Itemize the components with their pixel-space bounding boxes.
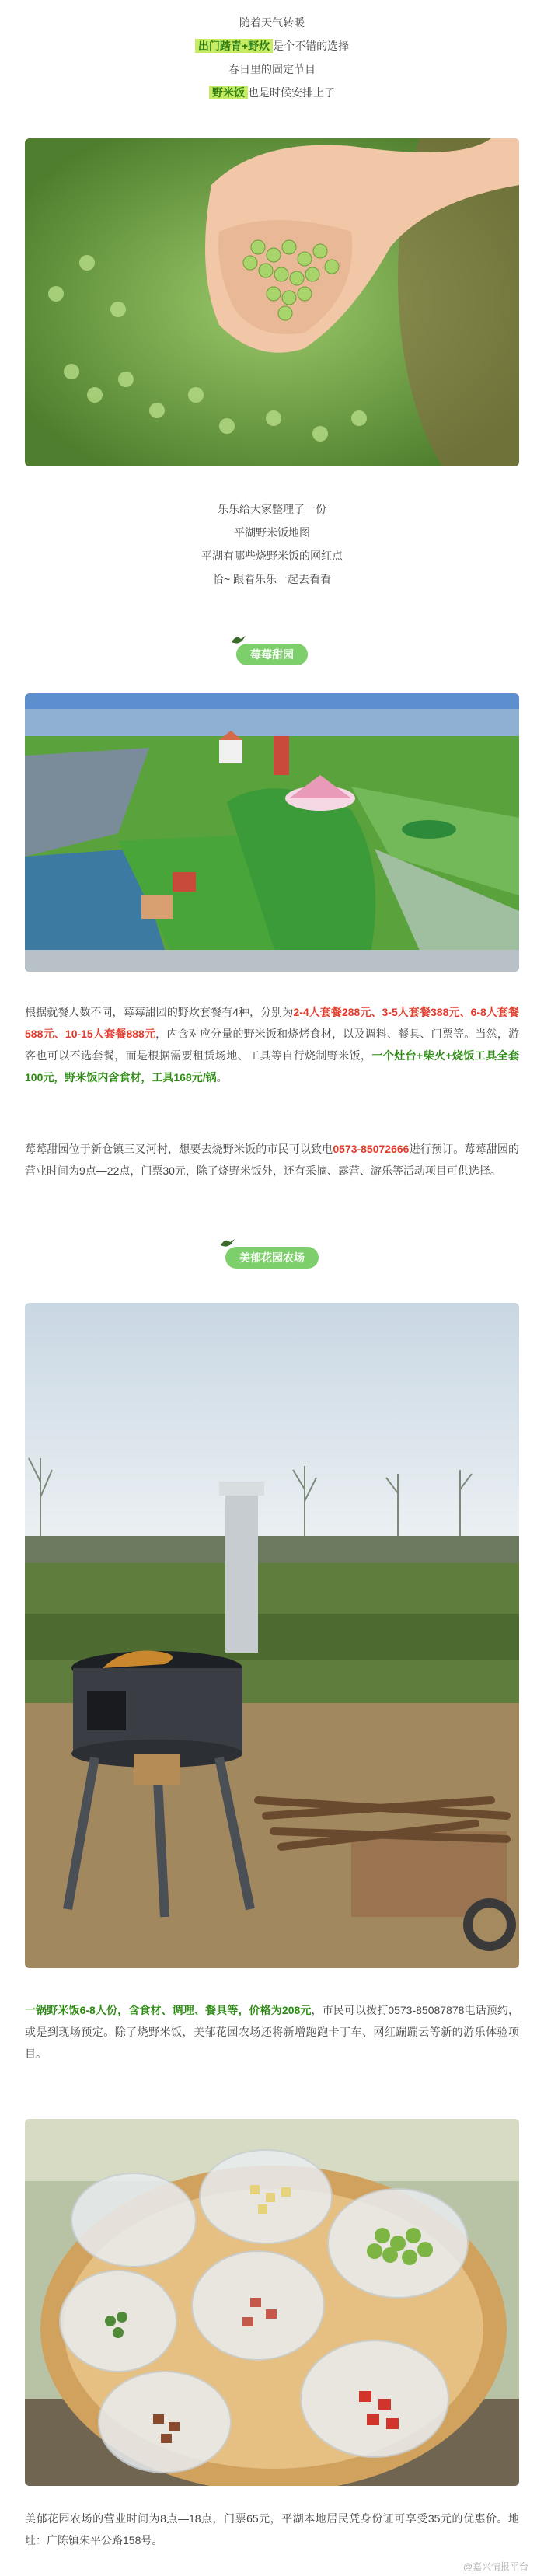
intro-highlight-rice: 野米饭 — [209, 86, 248, 99]
intro-block — [0, 11, 544, 104]
intro-line-2-rest: 是个不错的选择 — [273, 40, 350, 52]
meiyu-package-price: 一锅野米饭6-8人份，含食材、调理、餐具等，价格为208元 — [25, 2004, 312, 2016]
meimei-text-2: ，内含对应分量的野米饭和烧烤食材，以及调料、餐具、门票等。当然，游客也可以不选套餐，而是根据需要租赁场地、工具等自行烧制野米饭， — [25, 1028, 519, 1062]
section-tag-label: 莓莓甜园 — [250, 648, 294, 661]
meiyu-package-paragraph — [25, 1999, 519, 2065]
meimei-text-1: 根据就餐人数不同，莓莓甜园的野炊套餐有4种，分别为 — [25, 1006, 294, 1018]
meimei-info-paragraph — [25, 1138, 519, 1182]
meimei-text-3: 。 — [216, 1071, 228, 1084]
watermark: @嘉兴情报平台 — [462, 2561, 528, 2572]
meimei-package-prices: 2-4人套餐288元、3-5人套餐388元、6-8人套餐588元、10-15人套餐888元 — [25, 1006, 519, 1040]
meimei-garden-aerial-photo — [25, 693, 519, 972]
intro2-block — [0, 497, 544, 591]
meiyu-text-1: ，市民可以拨打 — [311, 2004, 389, 2016]
section-tag-meiyu — [225, 1247, 319, 1269]
meiyu-text-2: 电话预约，或是到现场预定。除了烧野米饭，美郁花园农场还将新增跑跑卡丁车、网红蹦蹦云等新的游乐体验项目。 — [25, 2004, 520, 2060]
intro-line-4 — [0, 81, 544, 104]
ingredients-basket-photo — [25, 2119, 519, 2486]
intro2-line-1: 乐乐给大家整理了一份 — [218, 503, 326, 515]
meiyu-info-text: 美郁花园农场的营业时间为8点—18点，门票65元，平湖本地居民凭身份证可享受35元的优惠价。地址：广陈镇朱平公路158号。 — [25, 2512, 519, 2546]
intro2-line-3: 平湖有哪些烧野米饭的网红点 — [201, 550, 343, 562]
section-tag-meimei — [236, 644, 308, 665]
meiyu-info-paragraph — [25, 2508, 519, 2551]
meimei-phone[interactable]: 0573-85072666 — [333, 1143, 410, 1155]
meiyu-phone[interactable]: 0573-85087878 — [388, 2004, 465, 2016]
intro2-line-4: 恰~ 跟着乐乐一起去看看 — [212, 573, 332, 585]
meimei-diy-price: 一个灶台+柴火+烧饭工具全套100元，野米饭内含食材，工具168元/锅 — [25, 1049, 520, 1084]
meiyu-stove-field-photo — [25, 1303, 519, 1968]
meimei-package-paragraph — [25, 1001, 519, 1088]
bird-icon — [230, 633, 247, 647]
intro2-line-2: 平湖野米饭地图 — [234, 526, 310, 539]
intro-line-4-rest: 也是时候安排上了 — [248, 86, 335, 99]
peas-in-hands-photo — [25, 138, 519, 466]
section-tag-label: 美郁花园农场 — [239, 1251, 305, 1264]
intro-line-2 — [0, 34, 544, 58]
bird-icon — [219, 1236, 236, 1250]
intro-highlight-outing: 出门踏青+野炊 — [195, 39, 273, 53]
meimei-info-text-1: 莓莓甜园位于新仓镇三叉河村，想要去烧野米饭的市民可以致电 — [25, 1143, 333, 1155]
intro-line-1: 随着天气转暖 — [239, 16, 305, 29]
intro-line-3: 春日里的固定节目 — [228, 63, 316, 75]
meimei-info-text-2: 进行预订。莓莓甜园的营业时间为9点—22点，门票30元，除了烧野米饭外，还有采摘、露营、游乐等活动项目可供选择。 — [25, 1143, 520, 1177]
